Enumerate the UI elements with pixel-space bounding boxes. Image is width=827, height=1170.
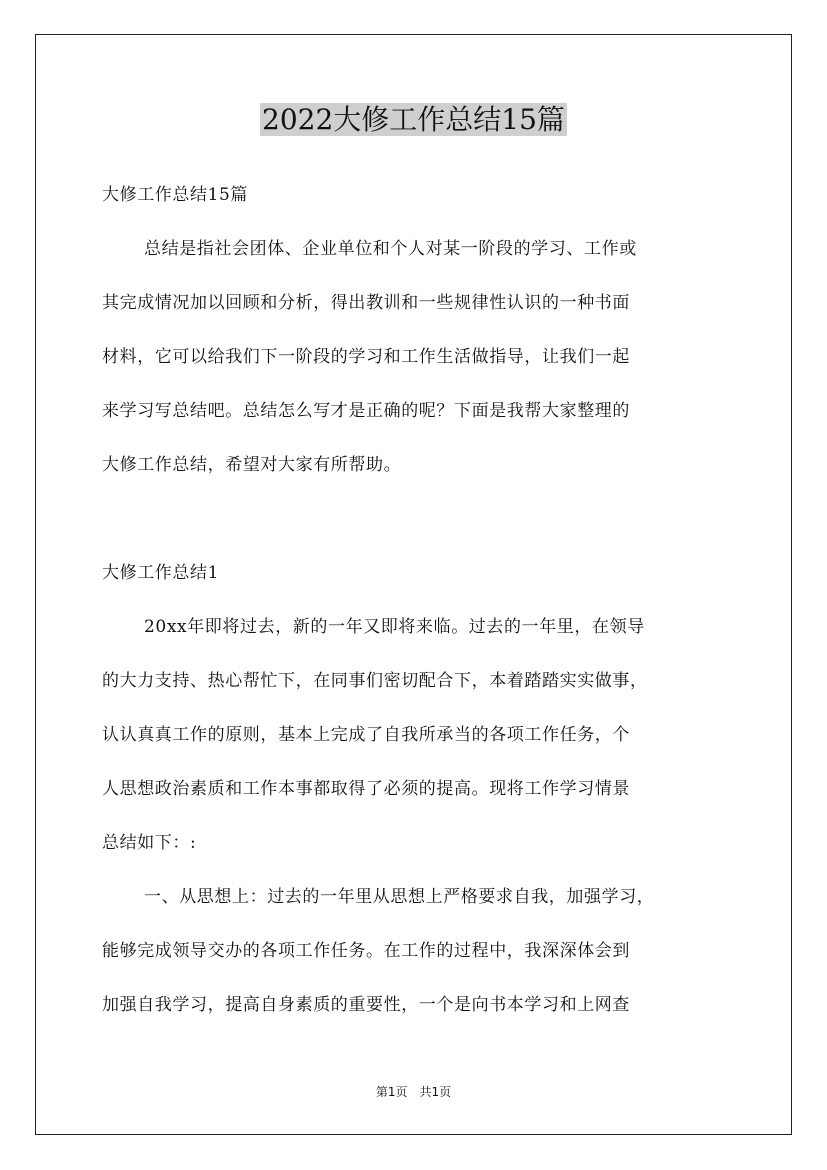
text-line: 加强自我学习，提高自身素质的重要性，一个是向书本学习和上网查 — [102, 995, 630, 1015]
section-paragraph-1 — [102, 600, 732, 870]
section-paragraph-2 — [102, 870, 732, 1032]
text-line: 来学习写总结吧。总结怎么写才是正确的呢？下面是我帮大家整理的 — [102, 401, 630, 421]
text-line: 的大力支持、热心帮忙下，在同事们密切配合下，本着踏踏实实做事， — [102, 671, 648, 691]
text-line: 材料，它可以给我们下一阶段的学习和工作生活做指导，让我们一起 — [102, 347, 630, 367]
text-line: 人思想政治素质和工作本事都取得了必须的提高。现将工作学习情景 — [102, 779, 630, 799]
text-line: 总结如下：: — [102, 833, 197, 853]
section-heading: 大修工作总结1 — [102, 563, 220, 583]
text-line: 其完成情况加以回顾和分析，得出教训和一些规律性认识的一种书面 — [102, 293, 630, 313]
text-line: 能够完成领导交办的各项工作任务。在工作的过程中，我深深体会到 — [102, 941, 630, 961]
intro-paragraph — [102, 222, 732, 492]
subtitle: 大修工作总结15篇 — [102, 185, 249, 205]
text-line: 总结是指社会团体、企业单位和个人对某一阶段的学习、工作或 — [144, 239, 637, 259]
page-number-footer: 第1页 共1页 — [375, 1085, 452, 1099]
text-line: 20xx年即将过去，新的一年又即将来临。过去的一年里，在领导 — [144, 617, 645, 637]
text-line: 认认真真工作的原则，基本上完成了自我所承当的各项工作任务，个 — [102, 725, 630, 745]
text-line: 大修工作总结，希望对大家有所帮助。 — [102, 455, 402, 475]
document-title: 2022大修工作总结15篇 — [262, 103, 565, 136]
paragraph-gap — [102, 492, 732, 546]
text-line: 一、从思想上：过去的一年里从思想上严格要求自我，加强学习， — [144, 887, 655, 907]
document-body — [102, 168, 732, 1032]
